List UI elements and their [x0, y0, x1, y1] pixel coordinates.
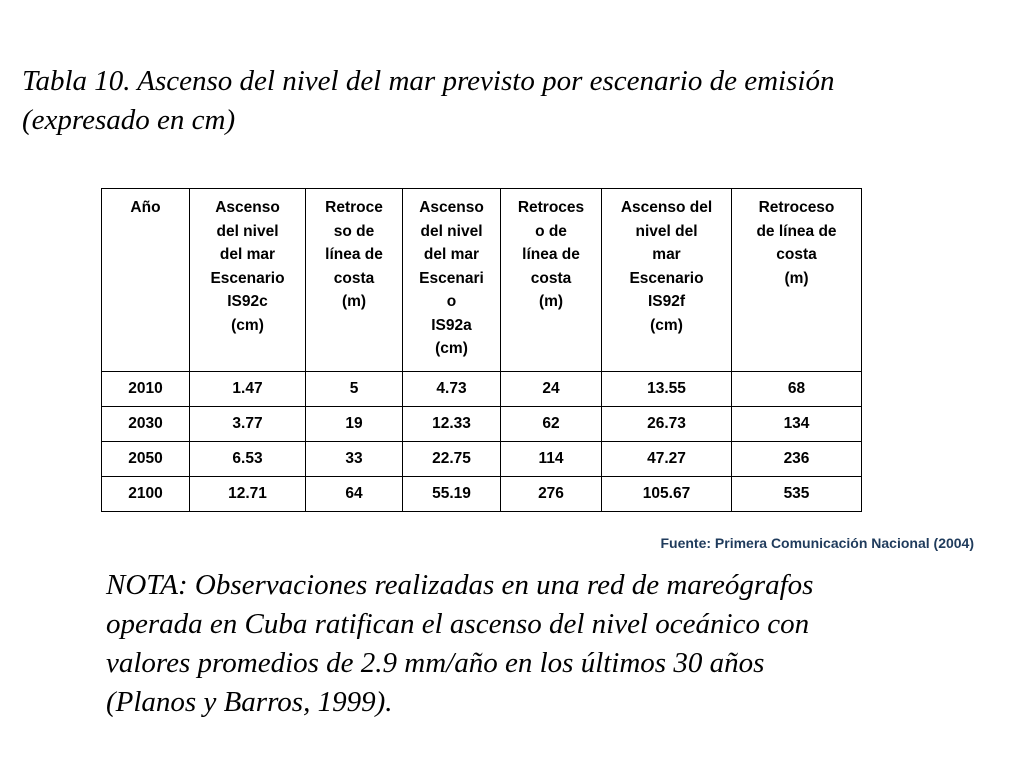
- table-cell: 4.73: [403, 371, 501, 406]
- table-row: [102, 476, 862, 511]
- table-cell: 12.71: [190, 476, 306, 511]
- table-cell: 236: [732, 441, 862, 476]
- header-text: Retroces: [517, 199, 585, 216]
- table-cell: 6.53: [190, 441, 306, 476]
- table-cell: 2030: [102, 406, 190, 441]
- header-text: Escenario: [629, 269, 704, 287]
- header-text: del mar: [423, 246, 480, 263]
- table-cell: 55.19: [403, 476, 501, 511]
- header-row: [102, 189, 862, 372]
- header-text: (m): [341, 293, 367, 310]
- table-row: [102, 406, 862, 441]
- header-text: línea de: [522, 246, 580, 263]
- header-text: Retroce: [325, 199, 383, 216]
- note-line: valores promedios de 2.9 mm/año en los últimos 30 años: [106, 647, 765, 679]
- header-text: Año: [130, 199, 161, 216]
- header-text: o: [446, 293, 457, 310]
- header-text: línea de: [325, 246, 383, 263]
- table-cell: 64: [306, 476, 403, 511]
- table-cell: 1.47: [190, 371, 306, 406]
- header-text: mar: [652, 246, 681, 263]
- header-text: (cm): [650, 316, 683, 334]
- table-row: [102, 441, 862, 476]
- table-cell: 19: [306, 406, 403, 441]
- table-cell: 114: [501, 441, 602, 476]
- header-text: del nivel: [420, 222, 483, 240]
- table-cell: 47.27: [602, 441, 732, 476]
- header-rise-is92c: [190, 189, 306, 372]
- header-rise-is92f: [602, 189, 732, 372]
- header-text: del nivel: [216, 222, 279, 240]
- header-text: (m): [538, 293, 564, 310]
- header-text: Retroceso: [758, 199, 835, 216]
- table-caption: [22, 62, 1012, 140]
- header-text: costa: [776, 246, 817, 263]
- table-cell: 535: [732, 476, 862, 511]
- header-text: Escenario: [210, 269, 285, 287]
- note-paragraph: [106, 566, 986, 722]
- table-cell: 3.77: [190, 406, 306, 441]
- header-retreat-is92c: [306, 189, 403, 372]
- caption-line-1: Tabla 10. Ascenso del nivel del mar previsto por escenario de emisión: [22, 65, 835, 97]
- header-text: IS92c: [227, 293, 268, 310]
- header-text: (cm): [231, 316, 264, 334]
- table-cell: 276: [501, 476, 602, 511]
- header-text: so de: [333, 222, 375, 240]
- caption-line-2: (expresado en cm): [22, 104, 236, 136]
- table-cell: 5: [306, 371, 403, 406]
- header-text: Escenari: [419, 269, 484, 287]
- header-text: de línea de: [756, 222, 837, 240]
- table-cell: 12.33: [403, 406, 501, 441]
- header-text: (cm): [435, 340, 468, 357]
- note-line: operada en Cuba ratifican el ascenso del nivel oceánico con: [106, 608, 810, 640]
- header-text: IS92a: [431, 316, 472, 334]
- header-text: costa: [530, 269, 572, 287]
- header-text: costa: [333, 269, 375, 287]
- header-rise-is92a: [403, 189, 501, 372]
- table-cell: 24: [501, 371, 602, 406]
- header-retreat-is92f: [732, 189, 862, 372]
- table-cell: 33: [306, 441, 403, 476]
- table-cell: 2010: [102, 371, 190, 406]
- table-cell: 105.67: [602, 476, 732, 511]
- table-cell: 2050: [102, 441, 190, 476]
- header-retreat-is92a: [501, 189, 602, 372]
- table-cell: 13.55: [602, 371, 732, 406]
- table-cell: 22.75: [403, 441, 501, 476]
- note-line: NOTA: Observaciones realizadas en una red de mareógrafos: [106, 569, 814, 601]
- header-text: IS92f: [647, 293, 686, 310]
- header-text: nivel del: [635, 222, 698, 240]
- table-cell: 26.73: [602, 406, 732, 441]
- header-text: Ascenso: [419, 199, 484, 216]
- header-text: Ascenso: [215, 199, 280, 216]
- note-line: (Planos y Barros, 1999).: [106, 686, 393, 718]
- header-text: del mar: [219, 246, 276, 263]
- table-cell: 134: [732, 406, 862, 441]
- table-row: [102, 371, 862, 406]
- table-source: Fuente: Primera Comunicación Nacional (2004): [660, 535, 974, 551]
- table-cell: 2100: [102, 476, 190, 511]
- table-cell: 62: [501, 406, 602, 441]
- header-year: [102, 189, 190, 372]
- header-text: Ascenso del: [620, 199, 713, 216]
- table-cell: 68: [732, 371, 862, 406]
- header-text: (m): [784, 269, 809, 287]
- sea-level-table: [101, 188, 862, 512]
- header-text: o de: [535, 222, 567, 240]
